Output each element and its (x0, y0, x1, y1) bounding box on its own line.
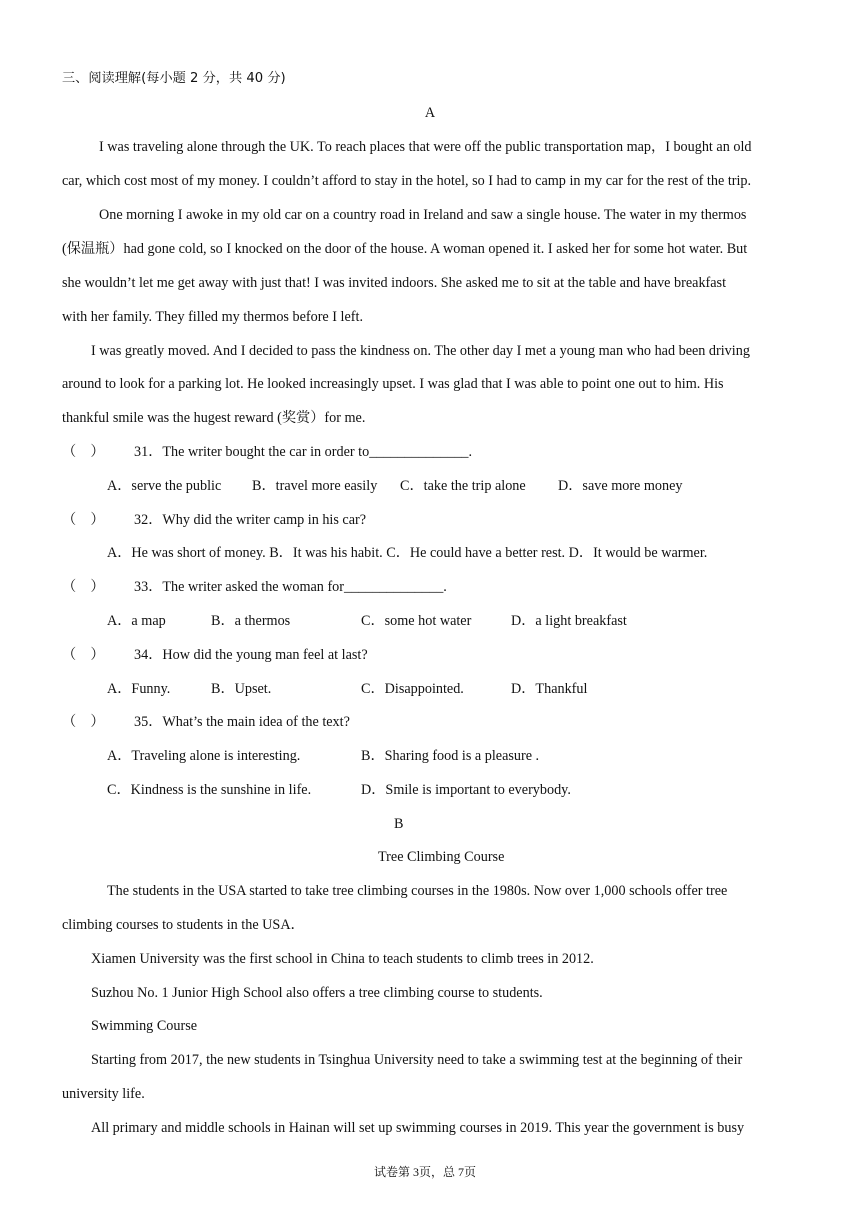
option-c[interactable]: C．Disappointed. (361, 681, 464, 697)
option-c[interactable]: C．Kindness is the sunshine in life. (107, 782, 312, 798)
option-d[interactable]: D．Smile is important to everybody. (361, 782, 571, 798)
passage-a-line: around to look for a parking lot. He looked increasingly upset. I was glad that I was able to point one out to him. His (62, 376, 724, 392)
passage-b-line: Xiamen University was the first school in China to teach students to climb trees in 2012. (91, 951, 594, 967)
question-stem: 32．Why did the writer camp in his car? (134, 512, 367, 528)
question-stem: 31．The writer bought the car in order to______________. (134, 444, 473, 460)
option-d[interactable]: D．a light breakfast (511, 613, 627, 629)
passage-a-line: with her family. They filled my thermos before I left. (62, 309, 363, 325)
question-34 (62, 646, 368, 664)
answer-blank[interactable]: （ ） (62, 444, 105, 460)
question-stem: 33．The writer asked the woman for______________. (134, 579, 447, 595)
option-c[interactable]: C．take the trip alone (400, 478, 526, 494)
passage-b-line: Starting from 2017, the new students in Tsinghua University need to take a swimming test at the beginning of their (91, 1052, 743, 1068)
passage-b-subheading: Swimming Course (91, 1018, 198, 1034)
option-b[interactable]: B．travel more easily (252, 478, 378, 494)
option-a[interactable]: A．serve the public (107, 478, 222, 494)
option-b[interactable]: B．Upset. (211, 681, 272, 697)
page-footer: 试卷第 3页，总 7页 (374, 1165, 477, 1179)
question-stem: 35．What’s the main idea of the text? (134, 714, 350, 730)
passage-b-line: The students in the USA started to take tree climbing courses in the 1980s. Now over 1,000 schools offer tree (107, 883, 728, 899)
question-31 (62, 443, 472, 461)
passage-b-line: All primary and middle schools in Hainan will set up swimming courses in 2019. This year the government is busy (91, 1120, 745, 1136)
passage-b-line: climbing courses to students in the USA． (62, 917, 305, 933)
question-32-options[interactable]: A．He was short of money. B．It was his habit. C．He could have a better rest. D．It would be warmer. (107, 545, 708, 561)
passage-a-line: thankful smile was the hugest reward (奖赏）for me. (62, 410, 366, 426)
passage-b-line: university life. (62, 1086, 145, 1102)
question-stem: 34．How did the young man feel at last? (134, 647, 368, 663)
passage-a-line: (保温瓶）had gone cold, so I knocked on the door of the house. A woman opened it. I asked her for some hot water. But (62, 241, 748, 257)
option-a[interactable]: A．Traveling alone is interesting. (107, 748, 301, 764)
section-heading: 三、阅读理解(每小题 2 分，共 40 分) (62, 71, 286, 86)
question-35 (62, 713, 350, 731)
question-33 (62, 578, 447, 596)
option-a[interactable]: A．a map (107, 613, 166, 629)
option-b[interactable]: B．Sharing food is a pleasure . (361, 748, 540, 764)
option-d[interactable]: D．Thankful (511, 681, 588, 697)
option-b[interactable]: B．a thermos (211, 613, 291, 629)
passage-a-line: she wouldn’t let me get away with just that! I was invited indoors. She asked me to sit at the table and have breakfast (62, 275, 727, 291)
passage-b-title: Tree Climbing Course (378, 849, 505, 865)
passage-a-line: car, which cost most of my money. I couldn’t afford to stay in the hotel, so I had to camp in my car for the rest of the trip. (62, 173, 752, 189)
option-d[interactable]: D．save more money (558, 478, 683, 494)
question-32 (62, 511, 366, 529)
option-a[interactable]: A．Funny. (107, 681, 171, 697)
answer-blank[interactable]: （ ） (62, 579, 105, 595)
passage-a-line: One morning I awoke in my old car on a country road in Ireland and saw a single house. The water in my thermos (99, 207, 747, 223)
passage-a-label: A (424, 105, 436, 121)
answer-blank[interactable]: （ ） (62, 647, 105, 663)
answer-blank[interactable]: （ ） (62, 714, 105, 730)
passage-b-line: Suzhou No. 1 Junior High School also offers a tree climbing course to students. (91, 985, 543, 1001)
passage-a-line: I was traveling alone through the UK. To reach places that were off the public transportation map，I bought an old (99, 139, 752, 155)
passage-b-label: B (394, 816, 404, 832)
answer-blank[interactable]: （ ） (62, 512, 105, 528)
option-c[interactable]: C．some hot water (361, 613, 472, 629)
passage-a-line: I was greatly moved. And I decided to pass the kindness on. The other day I met a young man who had been driving (91, 343, 750, 359)
